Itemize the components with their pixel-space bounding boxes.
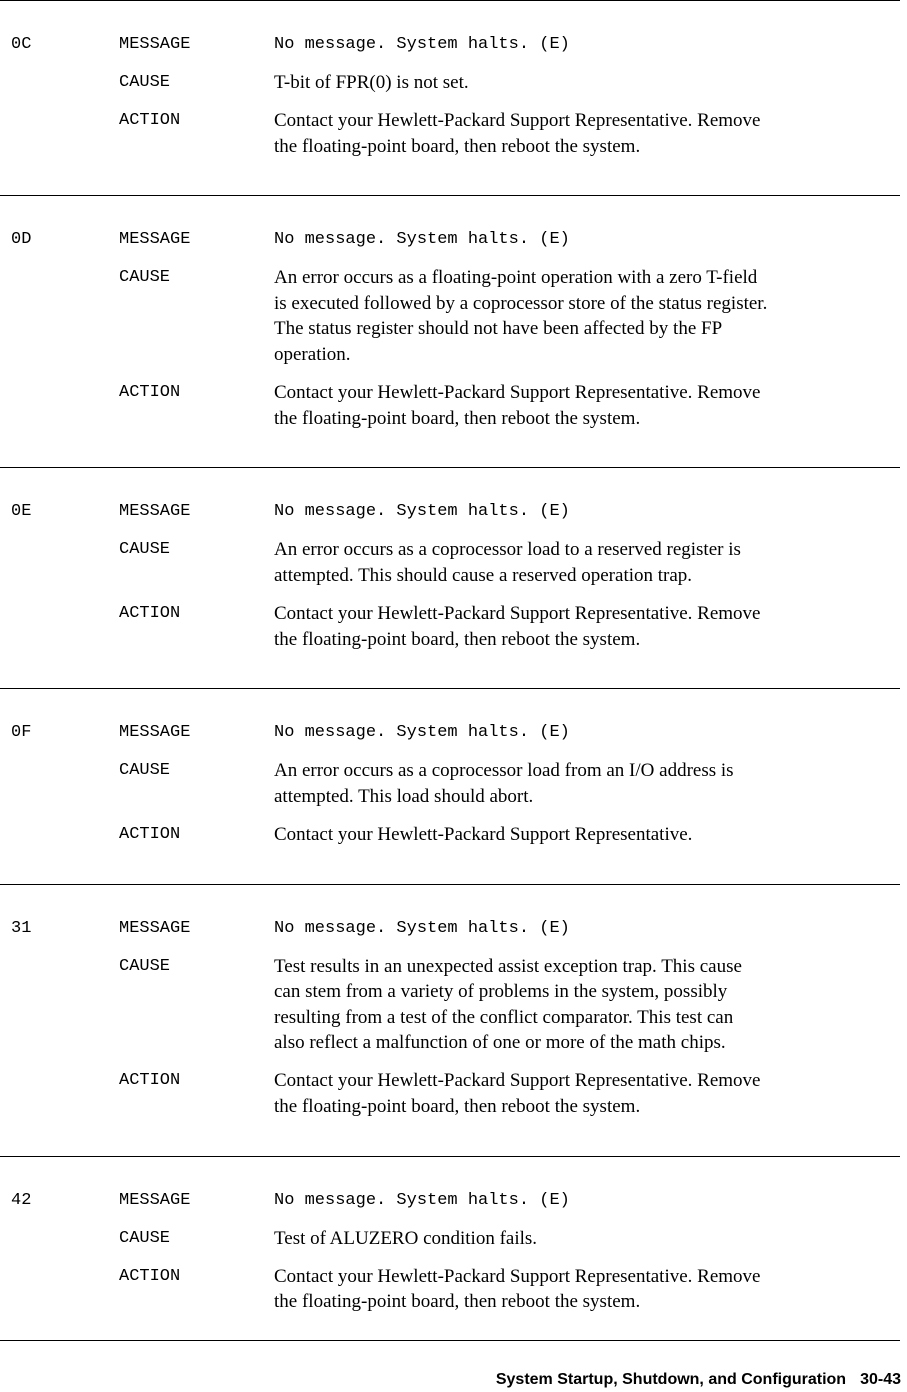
cause-label: CAUSE [119, 761, 171, 781]
message-label: MESSAGE [119, 1190, 191, 1210]
cause-text-line: T-bit of FPR(0) is not set. [274, 72, 469, 93]
action-text-line: Contact your Hewlett-Packard Support Representative. Remove [274, 382, 761, 404]
action-text-line: Contact your Hewlett-Packard Support Representative. [274, 823, 693, 845]
action-label: ACTION [119, 383, 181, 403]
cause-text-line: operation. [274, 344, 351, 366]
cause-text-line: An error occurs as a floating-point operation with a zero T-field [274, 267, 758, 289]
cause-label: CAUSE [119, 73, 171, 92]
message-text: No message. System halts. (E) [274, 502, 570, 522]
message-text: No message. System halts. (E) [274, 35, 570, 54]
error-entry [0, 0, 900, 195]
message-label: MESSAGE [119, 35, 191, 54]
error-entry [0, 1156, 900, 1351]
error-entry [0, 884, 900, 1156]
error-code: 0E [11, 502, 32, 522]
footer-page-number: 30-43 [860, 1371, 901, 1388]
action-label: ACTION [119, 604, 181, 624]
cause-text-line: attempted. This load should abort. [274, 785, 534, 807]
message-label: MESSAGE [119, 502, 191, 522]
action-text-line: the floating-point board, then reboot the system. [274, 1096, 641, 1118]
error-code: 42 [11, 1190, 32, 1210]
error-code: 0C [11, 35, 32, 54]
action-label: ACTION [119, 824, 181, 844]
footer-section-title: System Startup, Shutdown, and Configuration [495, 1371, 847, 1388]
message-text: No message. System halts. (E) [274, 918, 570, 938]
message-label: MESSAGE [119, 230, 191, 250]
message-label: MESSAGE [119, 723, 191, 743]
action-text-line: Contact your Hewlett-Packard Support Representative. Remove [274, 1265, 761, 1287]
message-text: No message. System halts. (E) [274, 1190, 570, 1210]
cause-label: CAUSE [119, 540, 171, 560]
message-label: MESSAGE [119, 918, 191, 938]
action-text-line: Contact your Hewlett-Packard Support Representative. Remove [274, 1070, 761, 1092]
cause-text-line: An error occurs as a coprocessor load to a reserved register is [274, 539, 741, 561]
cause-text-line: An error occurs as a coprocessor load from an I/O address is [274, 760, 734, 782]
error-code: 0D [11, 230, 32, 250]
cause-label: CAUSE [119, 1228, 171, 1248]
cause-text-line: The status register should not have been affected by the FP [274, 318, 723, 340]
action-text-line: the floating-point board, then reboot the system. [274, 628, 641, 650]
action-text-line: Contact your Hewlett-Packard Support Representative. Remove [274, 603, 761, 625]
cause-text-line: attempted. This should cause a reserved operation trap. [274, 564, 693, 586]
action-text-line: Contact your Hewlett-Packard Support Representative. Remove [274, 110, 761, 132]
cause-text-line: can stem from a variety of problems in the system, possibly [274, 981, 728, 1003]
action-text-line: the floating-point board, then reboot the system. [274, 1291, 641, 1313]
page-footer [496, 1370, 901, 1390]
cause-text-line: resulting from a test of the conflict comparator. This test can [274, 1006, 734, 1028]
error-entry [0, 688, 900, 883]
cause-text-line: Test of ALUZERO condition fails. [274, 1227, 538, 1249]
message-text: No message. System halts. (E) [274, 723, 570, 743]
error-entry [0, 195, 900, 467]
action-label: ACTION [119, 111, 181, 131]
error-entry [0, 467, 900, 688]
bottom-rule [0, 1340, 900, 1341]
action-label: ACTION [119, 1071, 181, 1091]
error-code: 31 [11, 918, 32, 938]
action-text-line: the floating-point board, then reboot the system. [274, 407, 641, 429]
cause-label: CAUSE [119, 268, 171, 288]
message-text: No message. System halts. (E) [274, 230, 570, 250]
action-label: ACTION [119, 1266, 181, 1286]
cause-label: CAUSE [119, 956, 171, 976]
cause-text-line: is executed followed by a coprocessor store of the status register. [274, 292, 768, 314]
error-code: 0F [11, 723, 32, 743]
cause-text-line: Test results in an unexpected assist exception trap. This cause [274, 955, 742, 977]
action-text-line: the floating-point board, then reboot the system. [274, 135, 641, 157]
cause-text-line: also reflect a malfunction of one or more of the math chips. [274, 1032, 726, 1054]
